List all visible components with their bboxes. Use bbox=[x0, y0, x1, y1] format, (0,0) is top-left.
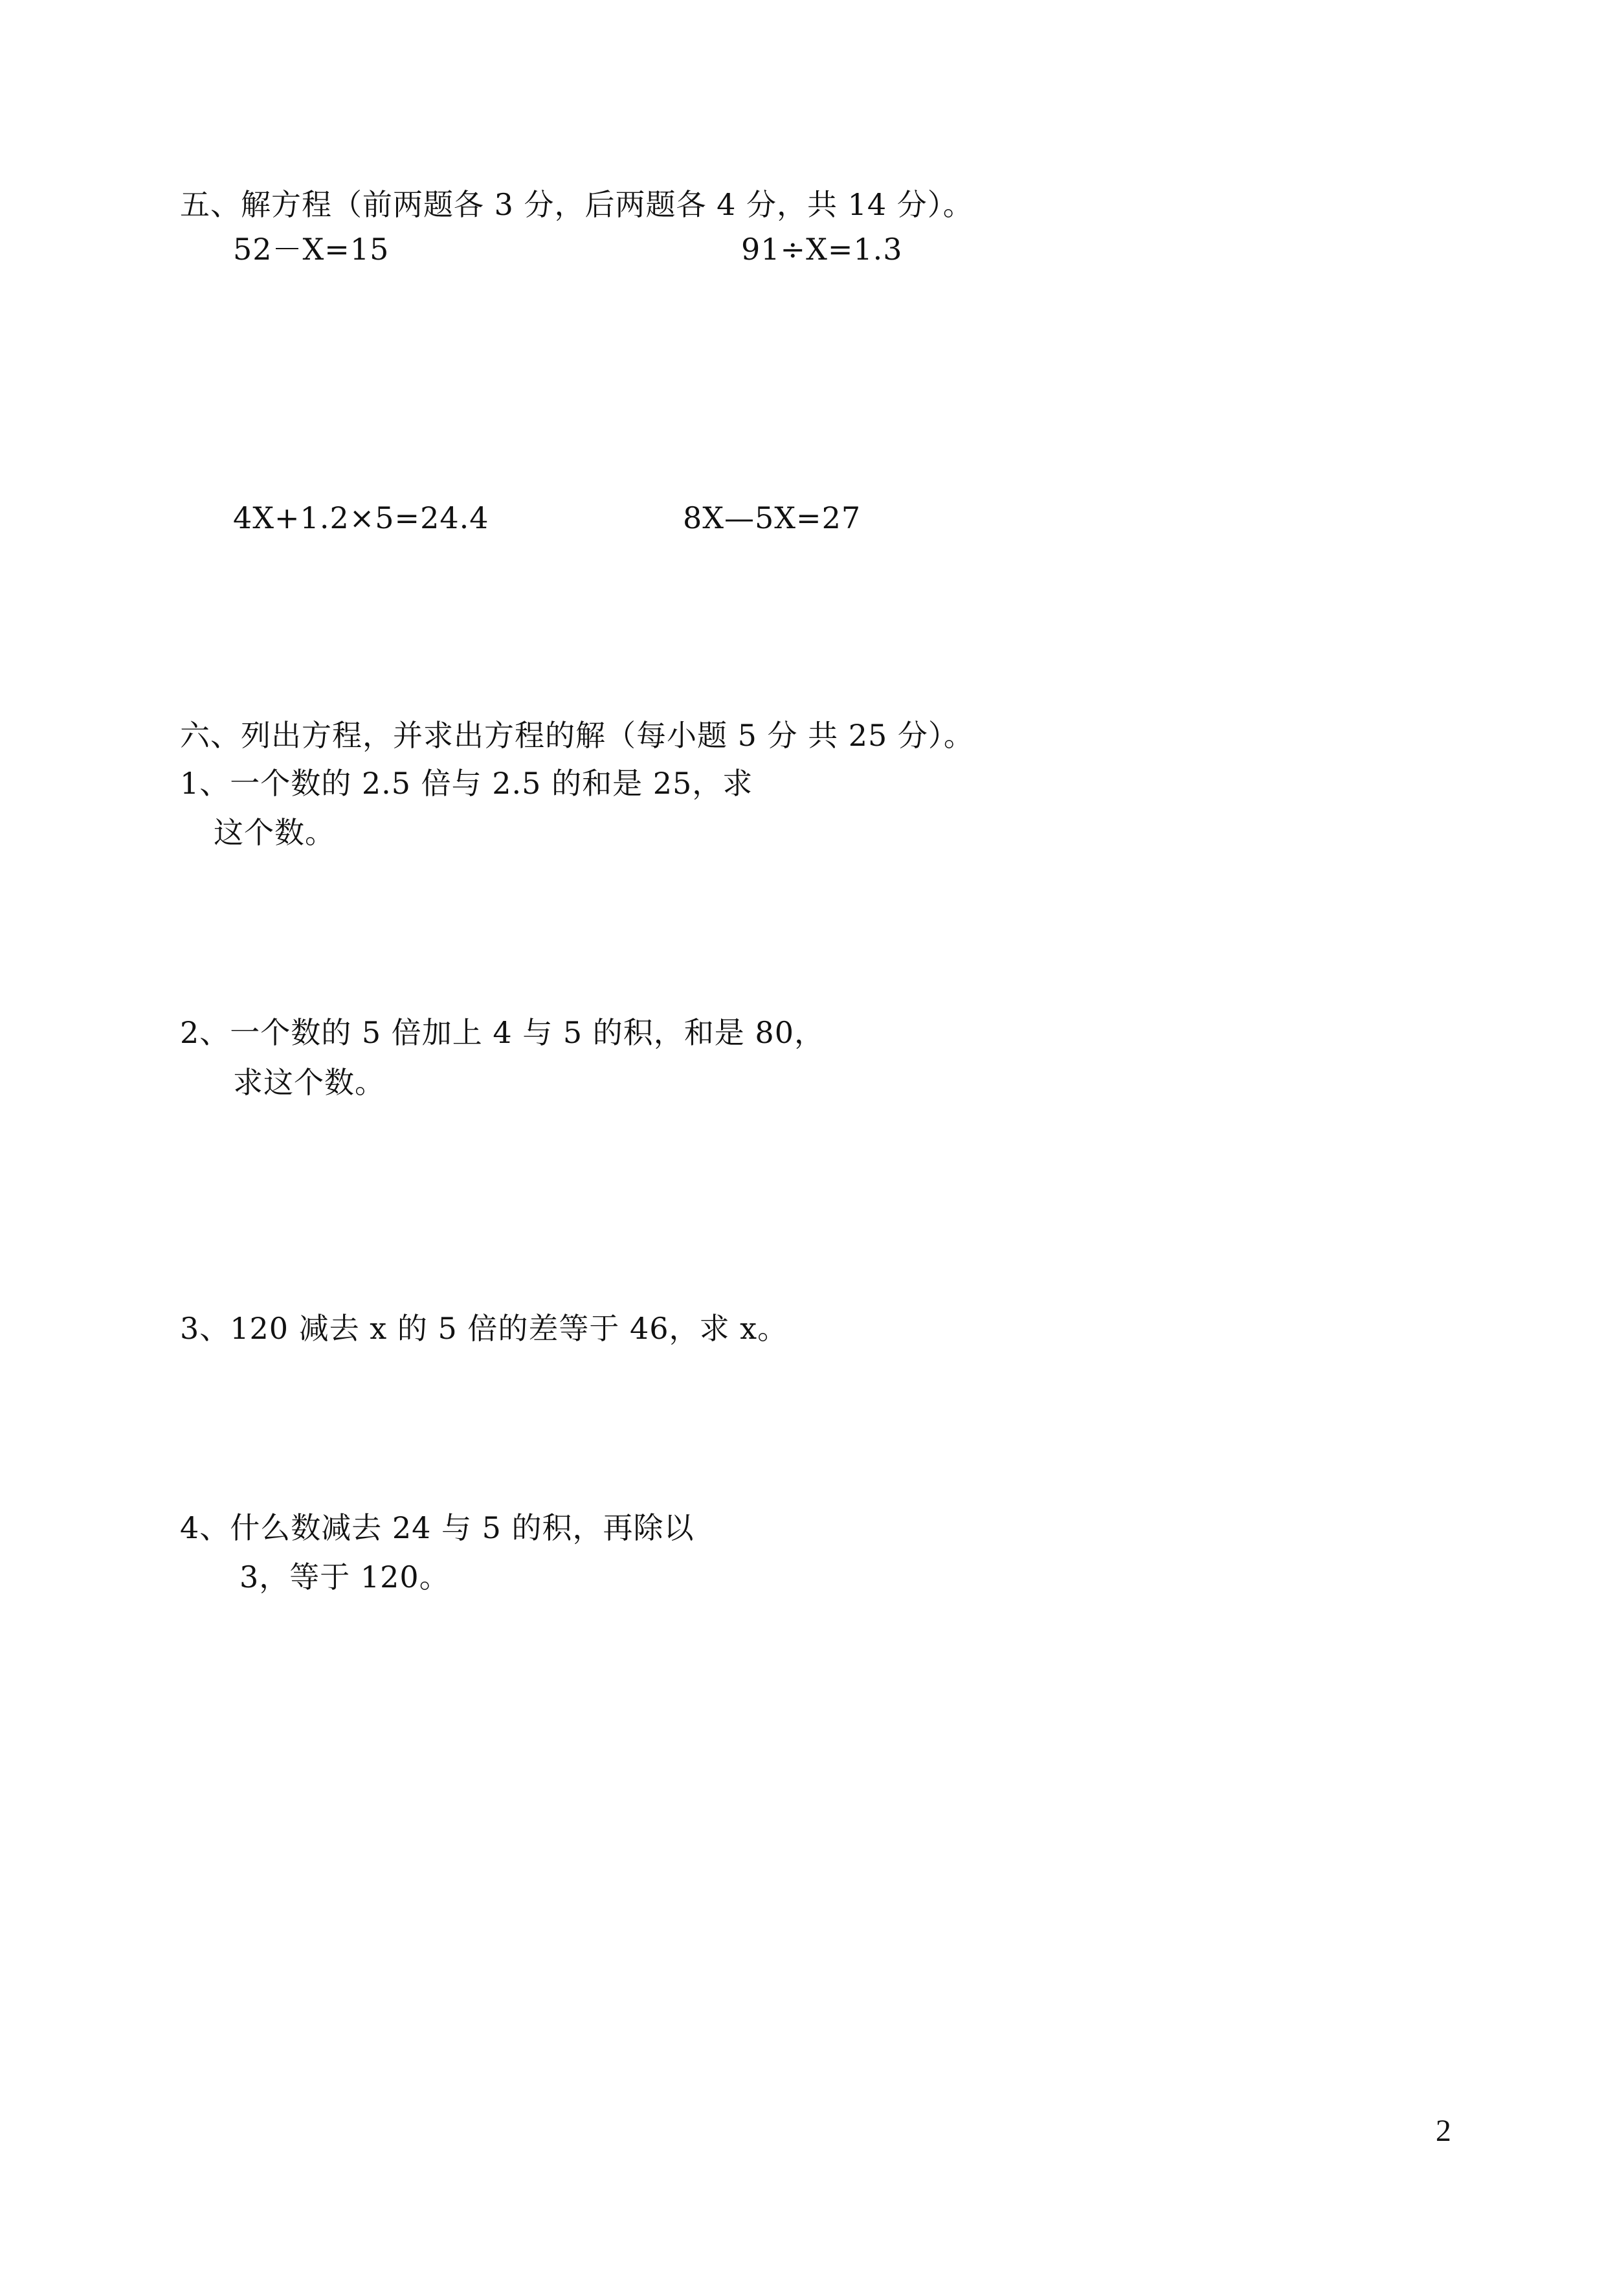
equation-2: 91÷X=1.3 bbox=[741, 232, 903, 267]
equation-1: 52－X=15 bbox=[233, 232, 390, 267]
problem-2-line-1: 2、一个数的 5 倍加上 4 与 5 的积，和是 80， bbox=[180, 1015, 825, 1050]
problem-4-line-1: 4、什么数减去 24 与 5 的积，再除以 bbox=[180, 1510, 695, 1545]
section-5-heading: 五、解方程（前两题各 3 分，后两题各 4 分，共 14 分）。 bbox=[180, 187, 973, 222]
problem-1-line-1: 1、一个数的 2.5 倍与 2.5 的和是 25，求 bbox=[180, 766, 753, 801]
problem-3-line-1: 3、120 减去 x 的 5 倍的差等于 46，求 x。 bbox=[180, 1311, 788, 1346]
problem-1-line-2: 这个数。 bbox=[214, 815, 335, 850]
equation-3: 4X+1.2×5=24.4 bbox=[233, 500, 489, 535]
equation-4: 8X—5X=27 bbox=[683, 500, 862, 535]
page-number: 2 bbox=[1436, 2114, 1451, 2148]
section-6-heading: 六、列出方程，并求出方程的解（每小题 5 分 共 25 分）。 bbox=[180, 718, 974, 753]
problem-2-line-2: 求这个数。 bbox=[233, 1065, 385, 1100]
problem-4-line-2: 3，等于 120。 bbox=[239, 1560, 450, 1594]
